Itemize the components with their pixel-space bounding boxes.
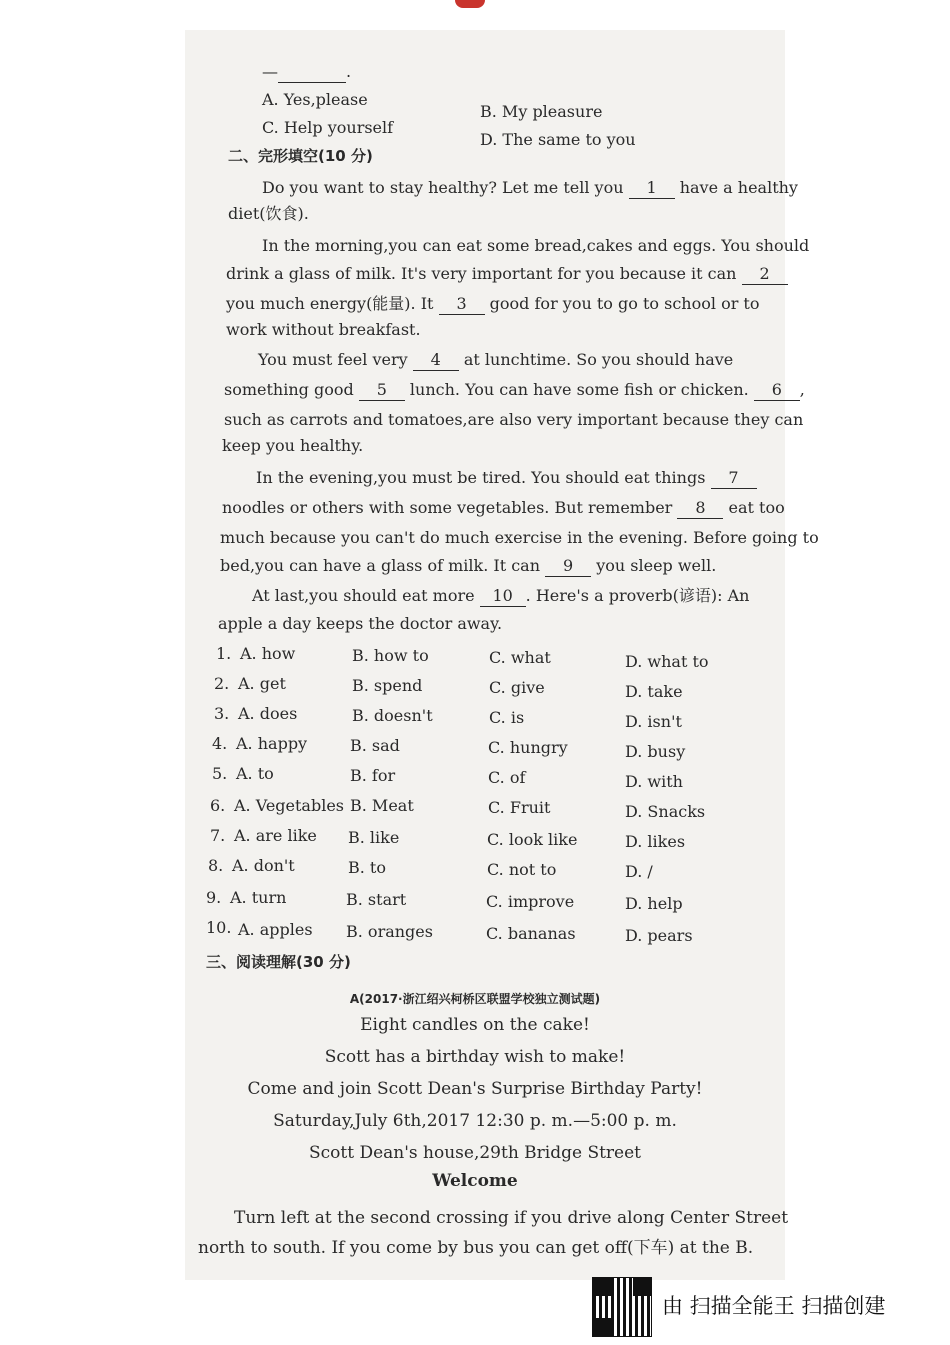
option-c: C. of [488,768,526,787]
option-d: D. Snacks [625,802,706,821]
passage-line: something good 5 lunch. You can have some fish or chicken. 6 , [224,380,805,399]
top-answer-blank: — . [262,62,352,81]
option-d: D. with [625,772,683,791]
option-a: A. get [238,674,286,693]
reading-source: A(2017·浙江绍兴柯桥区联盟学校独立测试题) [349,992,601,1006]
passage-line: In the morning,you can eat some bread,cakes and eggs. You should [262,236,810,255]
blank-9: 9 [545,556,591,577]
option-a: A. apples [238,920,313,939]
option-b: B. like [348,828,400,847]
blank-4: 4 [413,350,459,371]
option-c: C. bananas [486,924,576,943]
section-3-title: 三、阅读理解(30 分) [206,953,351,971]
option-c: C. look like [487,830,578,849]
question-number: 10. [206,918,232,937]
option-c: C. improve [486,892,575,911]
passage-line: You must feel very 4 at lunchtime. So you should have [258,350,734,369]
question-number: 1. [216,644,232,663]
question-number: 5. [212,764,228,783]
option-d: D. isn't [625,712,682,731]
option-b: B. Meat [350,796,414,815]
reading-body-line: Turn left at the second crossing if you drive along Center Street [234,1208,789,1228]
passage-line: you much energy(能量). It 3 good for you to go to school or to [226,294,760,313]
question-number: 7. [210,826,226,845]
passage-line: much because you can't do much exercise in the evening. Before going to [220,528,819,547]
option-d: D. / [625,862,653,881]
option-b: B. oranges [346,922,433,941]
option-b: B. doesn't [352,706,433,725]
question-number: 4. [212,734,228,753]
blank-10: 10 [480,586,526,607]
option-d: D. take [625,682,683,701]
invitation-line-1: Eight candles on the cake! [360,1015,590,1035]
option-a: A. to [236,764,274,783]
option-a: A. Vegetables [234,796,344,815]
red-binding-mark [455,0,485,8]
option-c: C. is [489,708,525,727]
passage-line: noodles or others with some vegetables. But remember 8 eat too [222,498,785,517]
passage-line: such as carrots and tomatoes,are also very important because they can [224,410,804,429]
qr-code-icon [592,1277,652,1337]
blank-1: 1 [629,178,675,199]
option-c: C. give [489,678,545,697]
passage-line: apple a day keeps the doctor away. [218,614,503,633]
section-2-title: 二、完形填空(10 分) [228,147,373,165]
invitation-address: Scott Dean's house,29th Bridge Street [308,1143,642,1163]
passage-line: In the evening,you must be tired. You should eat things 7 [256,468,757,489]
blank-8: 8 [677,498,723,519]
passage-line: keep you healthy. [222,436,364,455]
question-number: 8. [208,856,224,875]
blank-7: 7 [711,468,757,489]
option-a: A. how [240,644,296,663]
option-a: A. does [238,704,298,723]
option-b: B. start [346,890,407,909]
option-b: B. for [350,766,396,785]
option-c: C. what [489,648,551,667]
reading-body-line: north to south. If you come by bus you can get off(下车) at the B. [198,1238,754,1258]
scanner-watermark: 由 扫描全能王 扫描创建 [662,1294,886,1318]
option-d: D. what to [625,652,709,671]
option-b: B. how to [352,646,429,665]
invitation-line-2: Scott has a birthday wish to make! [324,1047,626,1067]
option-b: B. to [348,858,386,877]
invitation-line-3: Come and join Scott Dean's Surprise Birthday Party! [247,1079,703,1099]
passage-line: Do you want to stay healthy? Let me tell you 1 have a healthy [262,178,798,197]
option-a: A. are like [234,826,317,845]
prev-option-d: D. The same to you [480,130,636,149]
option-d: D. busy [625,742,686,761]
option-a: A. don't [232,856,295,875]
passage-line: drink a glass of milk. It's very important for you because it can 2 [226,264,788,285]
question-number: 9. [206,888,222,907]
passage-line: bed,you can have a glass of milk. It can 9 you sleep well. [220,556,717,575]
prev-option-b: B. My pleasure [480,102,603,121]
option-c: C. Fruit [488,798,551,817]
option-c: C. not to [487,860,557,879]
option-d: D. help [625,894,683,913]
option-d: D. likes [625,832,686,851]
blank-6: 6 [754,380,800,401]
option-a: A. happy [236,734,308,753]
passage-line: At last,you should eat more 10 . Here's a proverb(谚语): An [252,586,750,605]
question-number: 3. [214,704,230,723]
passage-line: work without breakfast. [226,320,421,339]
prev-option-c: C. Help yourself [262,118,394,137]
blank-3: 3 [439,294,485,315]
option-d: D. pears [625,926,693,945]
welcome-heading: Welcome [432,1171,518,1191]
option-c: C. hungry [488,738,568,757]
blank-5: 5 [359,380,405,401]
invitation-date: Saturday,July 6th,2017 12:30 p. m.—5:00 p. m. [273,1111,677,1131]
blank-2: 2 [742,264,788,285]
prev-option-a: A. Yes,please [262,90,368,109]
option-b: B. spend [352,676,423,695]
question-number: 2. [214,674,230,693]
question-number: 6. [210,796,226,815]
option-b: B. sad [350,736,400,755]
option-a: A. turn [230,888,287,907]
passage-line: diet(饮食). [228,204,309,223]
